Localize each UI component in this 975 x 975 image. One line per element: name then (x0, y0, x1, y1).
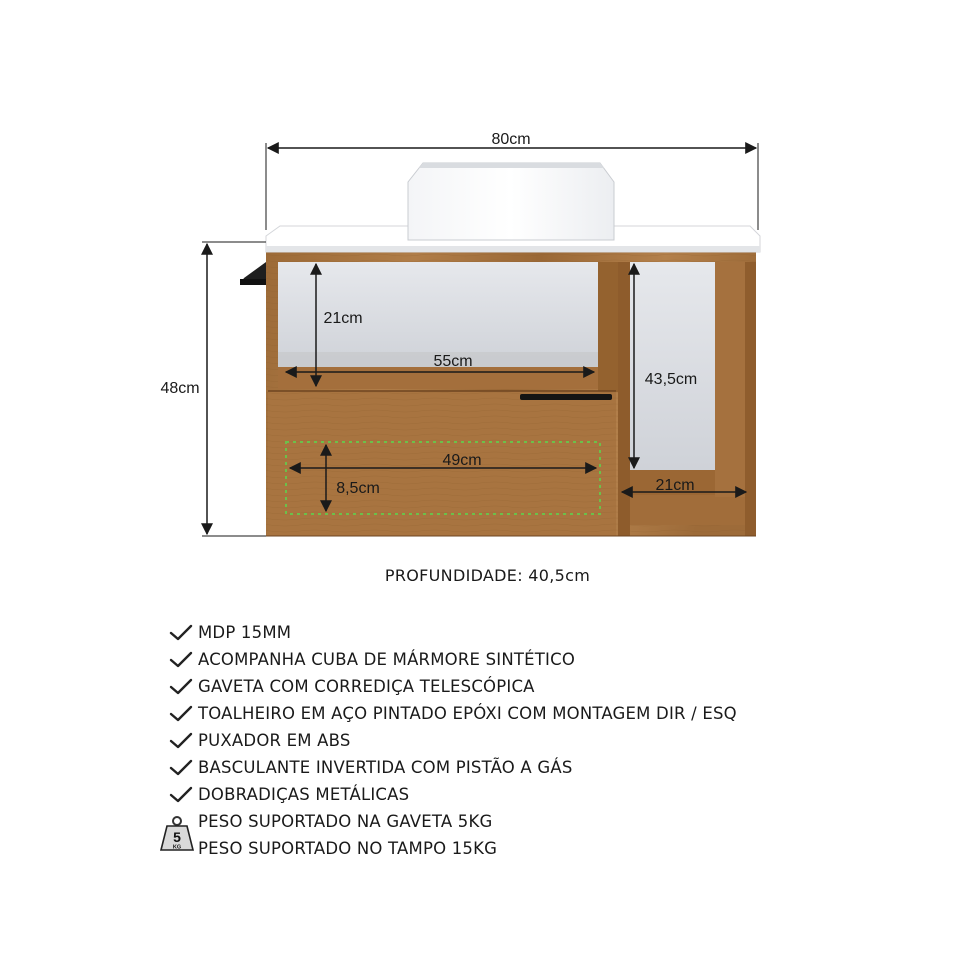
check-icon (169, 732, 193, 750)
weight-spec-top: PESO SUPORTADO NO TAMPO 15KG (198, 839, 498, 858)
side-niche-opening (630, 262, 715, 470)
height-label: 48cm (160, 380, 200, 397)
width-label: 80cm (491, 131, 531, 148)
spec-text: ACOMPANHA CUBA DE MÁRMORE SINTÉTICO (198, 650, 576, 669)
check-icon (169, 624, 193, 642)
check-icon (169, 705, 193, 723)
drawer-handle (520, 394, 612, 400)
spec-text: MDP 15MM (198, 623, 292, 642)
spec-text: GAVETA COM CORREDIÇA TELESCÓPICA (198, 677, 535, 696)
spec-item (163, 700, 737, 727)
check-icon (169, 786, 193, 804)
check-icon (169, 759, 193, 777)
drawer-height-label: 8,5cm (336, 480, 380, 497)
spec-text: TOALHEIRO EM AÇO PINTADO EPÓXI COM MONTAGEM DIR / ESQ (198, 704, 737, 723)
spec-item (163, 781, 737, 808)
spec-item (163, 673, 737, 700)
weight-spec-drawer: PESO SUPORTADO NA GAVETA 5KG (198, 812, 493, 831)
side-width-label: 21cm (655, 477, 695, 494)
weight-icon-unit: KG (172, 844, 182, 851)
towel-bar (240, 262, 268, 285)
spec-item (163, 619, 737, 646)
spec-text: DOBRADIÇAS METÁLICAS (198, 785, 410, 804)
spec-item (163, 754, 737, 781)
weight-5kg-icon (159, 815, 195, 853)
check-icon (169, 678, 193, 696)
side-height-label: 43,5cm (644, 371, 698, 388)
spec-item (163, 646, 737, 673)
niche-height-label: 21cm (323, 310, 363, 327)
basin (408, 163, 614, 240)
spec-text: BASCULANTE INVERTIDA COM PISTÃO A GÁS (198, 758, 573, 777)
niche-width-label: 55cm (433, 353, 473, 370)
spec-list (163, 619, 737, 808)
spec-text: PUXADOR EM ABS (198, 731, 351, 750)
drawer-width-label: 49cm (442, 452, 482, 469)
spec-item (163, 727, 737, 754)
weight-icon-number: 5 (173, 829, 181, 845)
check-icon (169, 651, 193, 669)
depth-caption: PROFUNDIDADE: 40,5cm (384, 566, 591, 585)
